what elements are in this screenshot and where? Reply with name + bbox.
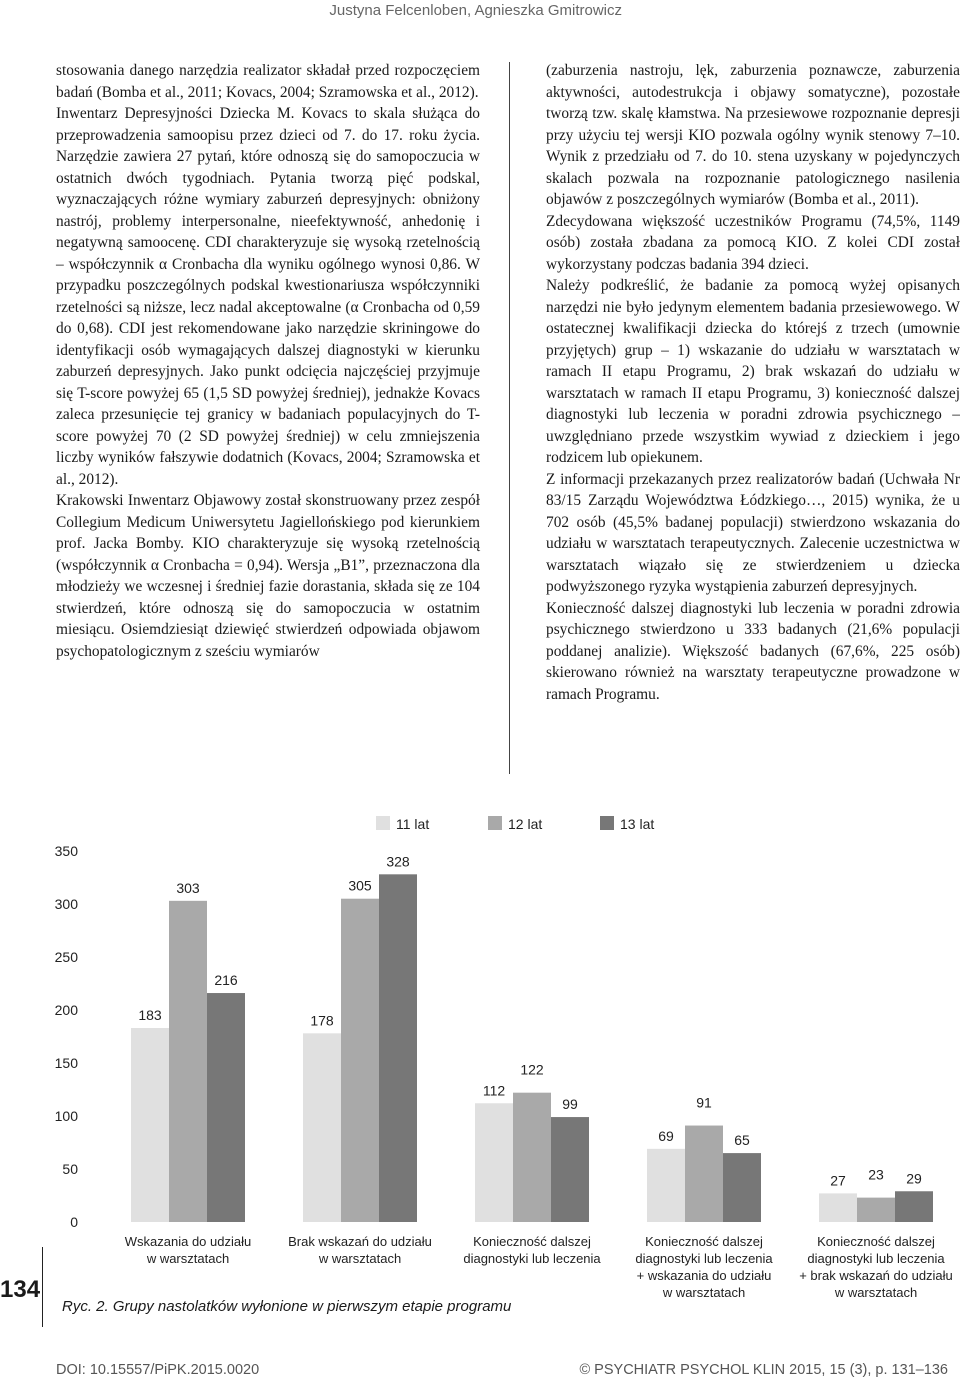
data-label: 305 bbox=[348, 877, 372, 894]
data-label: 122 bbox=[520, 1061, 544, 1078]
footer-doi: DOI: 10.15557/PiPK.2015.0020 bbox=[56, 1362, 260, 1378]
left-text-column bbox=[56, 60, 480, 662]
legend-label: 12 lat bbox=[508, 816, 543, 832]
caption-prefix: Ryc. 2. bbox=[62, 1298, 109, 1315]
category-label: Konieczność dalszej bbox=[645, 1234, 763, 1249]
data-label: 65 bbox=[734, 1132, 750, 1149]
right-paragraph: Zdecydowana większość uczestników Programu (74,5%, 1149 osób) została zbadana za pomocą KIO. Z kolei CDI został wykorzystany podczas badania 394 dzieci. bbox=[546, 212, 960, 273]
category-label: diagnostyki lub leczenia bbox=[635, 1251, 773, 1266]
category-label: diagnostyki lub leczenia bbox=[807, 1251, 945, 1266]
bar-12-lat-3 bbox=[685, 1126, 723, 1222]
legend-label: 11 lat bbox=[396, 816, 430, 832]
right-paragraph: (zaburzenia nastroju, lęk, zaburzenia poznawcze, zaburzenia aktywności, autodestrukcja i objawy somatyczne), pozostałe tworzą tzw. skalę kłamstwa. Na przesiewowe rozpoznanie depresji przy użyciu tej wersji KIO pozwala ogólny wynik stenowy 7–10. Wynik z przedziału od 7. do 10. stena uzyskany w pojedynczych skalach pozwala na rozpoznanie patologicznego nasilenia objawów z poszczególnych wymiarów (Bomba et al., 2011). bbox=[546, 62, 960, 208]
bar-13-lat-1 bbox=[379, 874, 417, 1222]
legend-swatch bbox=[600, 816, 614, 830]
category-label: w warsztatach bbox=[318, 1251, 402, 1266]
y-tick-label: 350 bbox=[54, 843, 78, 859]
data-label: 99 bbox=[562, 1096, 578, 1113]
y-tick-label: 0 bbox=[70, 1214, 78, 1230]
y-tick-label: 150 bbox=[54, 1055, 78, 1071]
bar-12-lat-4 bbox=[857, 1198, 895, 1222]
category-label: w warsztatach bbox=[834, 1285, 918, 1300]
category-label: Brak wskazań do udziału bbox=[288, 1234, 432, 1249]
bar-13-lat-2 bbox=[551, 1117, 589, 1222]
category-label: diagnostyki lub leczenia bbox=[463, 1251, 601, 1266]
y-tick-label: 200 bbox=[54, 1002, 78, 1018]
category-label: w warsztatach bbox=[146, 1251, 230, 1266]
bar-12-lat-2 bbox=[513, 1093, 551, 1222]
bar-12-lat-0 bbox=[169, 901, 207, 1222]
data-label: 27 bbox=[830, 1172, 846, 1189]
category-label: Wskazania do udziału bbox=[124, 1234, 252, 1249]
caption-text: Grupy nastolatków wyłonione w pierwszym etapie programu bbox=[112, 1298, 512, 1315]
category-label: + brak wskazań do udziału bbox=[799, 1268, 953, 1283]
y-tick-label: 300 bbox=[54, 896, 78, 912]
data-label: 216 bbox=[214, 972, 238, 989]
data-label: 303 bbox=[176, 879, 200, 896]
right-paragraph: Konieczność dalszej diagnostyki lub leczenia w poradni zdrowia psychicznego stwierdzono u 333 badanych (21,6% populacji poddanej analizie). Większość badanych (67,6%, 225 osób) skierowano również na warsztaty terapeutyczne prowadzone w ramach Programu. bbox=[546, 599, 960, 703]
left-paragraph: Krakowski Inwentarz Objawowy został skonstruowany przez zespół Collegium Medicum Uniwersytetu Jagiellońskiego pod kierunkiem prof. Jacka Bomby. KIO charakteryzuje się wysoką rzetelnością (współczynnik α Cronbacha = 0,94). Wersja „B1”, przeznaczona dla młodzieży we wczesnej i średniej fazie dorastania, składa się ze 104 stwierdzeń, które odnoszą się do samopoczucia w ostatnim miesiącu. Osiemdziesiąt dziewięć stwierdzeń odpowiada objawom psychopatologicznym z sześciu wymiarów bbox=[56, 492, 480, 660]
y-tick-label: 250 bbox=[54, 949, 78, 965]
left-paragraph: Inwentarz Depresyjności Dziecka M. Kovacs to skala służąca do przeprowadzenia samoopisu przez dzieci od 7. do 17. roku życia. Narzędzie zawiera 27 pytań, które odnoszą się do samopoczucia w ostatnich dwóch tygodniach. Pytania tworzą pięć podskal, wyznaczających różne wymiary zaburzeń depresyjnych: obniżony nastrój, problemy interpersonalne, nieefektywność, anhedonię i negatywną samoocenę. CDI charakteryzuje się wysoką rzetelnością – współczynnik α Cronbacha dla wyniku ogólnego wynosi 0,86. W przypadku poszczególnych podskal kwestionariusza współczynniki rzetelności są niższe, lecz nadal akceptowalne (α Cronbacha od 0,59 do 0,68). CDI jest rekomendowane jako narzędzie skriningowe do identyfikacji osób wymagających dalszej diagnostyki w kierunku zaburzeń depresyjnych. Jako punkt odcięcia najczęściej przyjmuje się T-score powyżej 65 (1,5 SD powyżej średniej), jednakże Kovacs zaleca przesunięcie tej granicy w badaniach populacyjnych do T-score powyżej 70 (2 SD powyżej średniej) w celu zmniejszenia liczby wyników fałszywie dodatnich (Kovacs, 2004; Szramowska et al., 2012). bbox=[56, 105, 480, 488]
bar-13-lat-3 bbox=[723, 1153, 761, 1222]
data-label: 23 bbox=[868, 1166, 884, 1183]
data-label: 91 bbox=[696, 1094, 712, 1111]
category-label: + wskazania do udziału bbox=[636, 1268, 772, 1283]
bar-13-lat-0 bbox=[207, 993, 245, 1222]
page-number-rule bbox=[42, 1247, 43, 1327]
category-label: Konieczność dalszej bbox=[817, 1234, 935, 1249]
bar-11-lat-3 bbox=[647, 1149, 685, 1222]
legend-swatch bbox=[488, 816, 502, 830]
bar-11-lat-4 bbox=[819, 1193, 857, 1222]
bar-11-lat-2 bbox=[475, 1103, 513, 1222]
y-tick-label: 50 bbox=[62, 1161, 78, 1177]
chart-svg bbox=[0, 800, 960, 1330]
right-paragraph: Z informacji przekazanych przez realizatorów badań (Uchwała Nr 83/15 Zarządu Województwa Łódzkiego…, 2015) wynika, że u 702 osób (45,5% badanej populacji) stwierdzono wskazania do udziału w warsztatach terapeutycznych. Zalecenie uczestnictwa w warsztatach wiązało się ze stwierdzeniem u dziecka podwyższonego ryzyka wystąpienia zaburzeń depresyjnych. bbox=[546, 470, 960, 595]
legend-swatch bbox=[376, 816, 390, 830]
category-label: w warsztatach bbox=[662, 1285, 746, 1300]
right-paragraph: Należy podkreślić, że badanie za pomocą wyżej opisanych narzędzi nie było jedynym elementem badania przesiewowego. W ostatecznej kwalifikacji dziecka do którejś z trzech (umownie przyjętych) grup – 1) wskazanie do udziału w warsztatach w ramach II etapu Programu, 2) brak wskazań do udziału w warsztatach w ramach II etapu Programu, 3) konieczność dalszej diagnostyki lub leczenia w poradni zdrowia psychicznego – uwzględniano przede wszystkim wywiad z dzieckiem i jego rodzicem lub opiekunem. bbox=[546, 277, 960, 466]
data-label: 112 bbox=[482, 1082, 506, 1099]
page-number: 134 bbox=[0, 1276, 41, 1303]
data-label: 29 bbox=[906, 1170, 922, 1187]
right-text-column bbox=[546, 60, 960, 705]
y-tick-label: 100 bbox=[54, 1108, 78, 1124]
column-divider bbox=[509, 62, 510, 774]
running-header: Justyna Felcenloben, Agnieszka Gmitrowicz bbox=[329, 2, 622, 19]
bar-chart bbox=[0, 800, 960, 1330]
footer-journal: © PSYCHIATR PSYCHOL KLIN 2015, 15 (3), p. 131–136 bbox=[579, 1362, 948, 1378]
bar-11-lat-1 bbox=[303, 1033, 341, 1222]
category-label: Konieczność dalszej bbox=[473, 1234, 591, 1249]
bar-13-lat-4 bbox=[895, 1191, 933, 1222]
data-label: 178 bbox=[310, 1012, 334, 1029]
left-paragraph: stosowania danego narzędzia realizator składał przed rozpoczęciem badań (Bomba et al., 2011; Kovacs, 2004; Szramowska et al., 2012). bbox=[56, 62, 480, 101]
figure-caption bbox=[62, 1298, 511, 1315]
bar-11-lat-0 bbox=[131, 1028, 169, 1222]
data-label: 69 bbox=[658, 1127, 674, 1144]
bar-12-lat-1 bbox=[341, 899, 379, 1222]
data-label: 328 bbox=[386, 853, 410, 870]
data-label: 183 bbox=[138, 1007, 162, 1024]
legend-label: 13 lat bbox=[620, 816, 655, 832]
